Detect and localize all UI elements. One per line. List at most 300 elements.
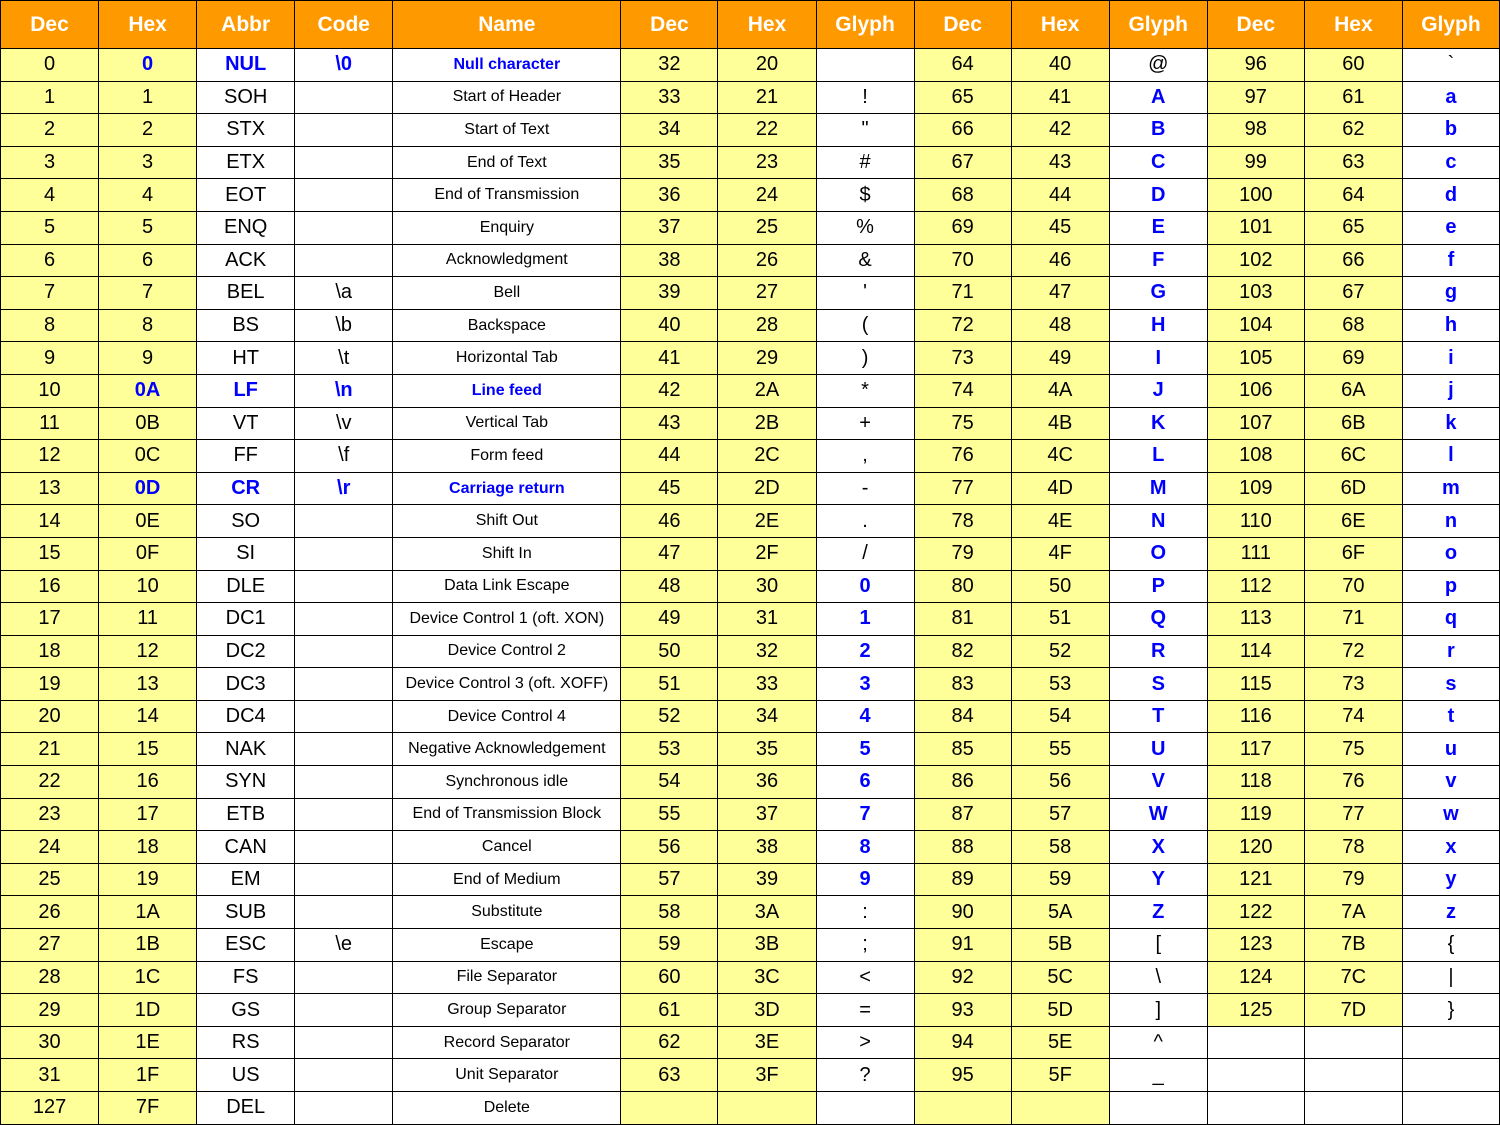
control-dec-cell: 28 (1, 961, 99, 994)
glyph-hex-cell: 55 (1011, 733, 1109, 766)
glyph-hex-cell: 69 (1304, 342, 1402, 375)
glyph-dec-cell: 78 (914, 505, 1011, 538)
control-dec-cell: 127 (1, 1092, 99, 1125)
table-row (1, 896, 1500, 929)
glyph-glyph-cell: 4 (816, 700, 914, 733)
control-hex-cell: 8 (99, 309, 197, 342)
glyph-hex-cell: 48 (1011, 309, 1109, 342)
glyph-hex-cell: 47 (1011, 277, 1109, 310)
glyph-dec-cell: 91 (914, 929, 1011, 962)
header-abbr: Abbr (197, 1, 295, 49)
control-hex-cell: 11 (99, 603, 197, 636)
glyph-glyph-cell: n (1402, 505, 1499, 538)
glyph-glyph-cell: + (816, 407, 914, 440)
control-code-cell (295, 668, 393, 701)
control-code-cell: \r (295, 472, 393, 505)
control-abbr-cell: FF (197, 440, 295, 473)
glyph-dec-cell: 93 (914, 994, 1011, 1027)
control-dec-cell: 29 (1, 994, 99, 1027)
glyph-dec-cell: 61 (621, 994, 718, 1027)
table-row (1, 374, 1500, 407)
control-abbr-cell: ETX (197, 146, 295, 179)
glyph-hex-cell: 49 (1011, 342, 1109, 375)
glyph-glyph-cell: J (1109, 374, 1207, 407)
header-dec: Dec (621, 1, 718, 49)
glyph-glyph-cell: ` (1402, 49, 1499, 82)
header-hex: Hex (1011, 1, 1109, 49)
glyph-glyph-cell: P (1109, 570, 1207, 603)
control-abbr-cell: VT (197, 407, 295, 440)
glyph-glyph-cell: K (1109, 407, 1207, 440)
table-row (1, 635, 1500, 668)
control-hex-cell: 16 (99, 766, 197, 799)
control-hex-cell: 3 (99, 146, 197, 179)
glyph-hex-cell: 50 (1011, 570, 1109, 603)
table-row (1, 798, 1500, 831)
glyph-glyph-cell: $ (816, 179, 914, 212)
glyph-hex-cell: 42 (1011, 114, 1109, 147)
control-dec-cell: 26 (1, 896, 99, 929)
control-name-cell: Device Control 3 (oft. XOFF) (393, 668, 621, 701)
control-hex-cell: 14 (99, 700, 197, 733)
control-dec-cell: 23 (1, 798, 99, 831)
glyph-hex-cell: 60 (1304, 49, 1402, 82)
table-row (1, 244, 1500, 277)
glyph-hex-cell: 63 (1304, 146, 1402, 179)
glyph-hex-cell: 25 (718, 211, 816, 244)
glyph-glyph-cell: ^ (1109, 1026, 1207, 1059)
glyph-hex-cell: 4E (1011, 505, 1109, 538)
control-name-cell: Form feed (393, 440, 621, 473)
glyph-hex-cell: 23 (718, 146, 816, 179)
control-code-cell (295, 798, 393, 831)
table-row (1, 668, 1500, 701)
glyph-dec-cell: 120 (1207, 831, 1304, 864)
control-code-cell: \e (295, 929, 393, 962)
control-abbr-cell: BEL (197, 277, 295, 310)
glyph-dec-cell: 38 (621, 244, 718, 277)
glyph-dec-cell: 119 (1207, 798, 1304, 831)
control-code-cell (295, 1092, 393, 1125)
glyph-glyph-cell (1402, 1092, 1499, 1125)
glyph-dec-cell: 94 (914, 1026, 1011, 1059)
glyph-dec-cell: 117 (1207, 733, 1304, 766)
control-hex-cell: 9 (99, 342, 197, 375)
control-hex-cell: 1F (99, 1059, 197, 1092)
control-hex-cell: 12 (99, 635, 197, 668)
glyph-dec-cell: 54 (621, 766, 718, 799)
glyph-dec-cell: 92 (914, 961, 1011, 994)
glyph-dec-cell: 70 (914, 244, 1011, 277)
glyph-glyph-cell: e (1402, 211, 1499, 244)
control-dec-cell: 21 (1, 733, 99, 766)
glyph-glyph-cell: & (816, 244, 914, 277)
control-dec-cell: 14 (1, 505, 99, 538)
control-abbr-cell: DC3 (197, 668, 295, 701)
glyph-glyph-cell: A (1109, 81, 1207, 114)
control-hex-cell: 1D (99, 994, 197, 1027)
glyph-hex-cell: 34 (718, 700, 816, 733)
control-name-cell: End of Text (393, 146, 621, 179)
control-hex-cell: 0A (99, 374, 197, 407)
header-dec: Dec (1, 1, 99, 49)
glyph-dec-cell: 68 (914, 179, 1011, 212)
glyph-dec-cell: 56 (621, 831, 718, 864)
glyph-dec-cell: 105 (1207, 342, 1304, 375)
control-name-cell: Device Control 1 (oft. XON) (393, 603, 621, 636)
control-name-cell: Bell (393, 277, 621, 310)
glyph-dec-cell: 53 (621, 733, 718, 766)
glyph-dec-cell: 44 (621, 440, 718, 473)
header-hex: Hex (1304, 1, 1402, 49)
glyph-dec-cell: 39 (621, 277, 718, 310)
glyph-glyph-cell: ) (816, 342, 914, 375)
control-dec-cell: 13 (1, 472, 99, 505)
glyph-dec-cell: 83 (914, 668, 1011, 701)
control-name-cell: Vertical Tab (393, 407, 621, 440)
control-hex-cell: 4 (99, 179, 197, 212)
glyph-dec-cell: 103 (1207, 277, 1304, 310)
control-code-cell (295, 961, 393, 994)
control-name-cell: Shift In (393, 537, 621, 570)
glyph-dec-cell: 40 (621, 309, 718, 342)
control-code-cell (295, 537, 393, 570)
glyph-dec-cell (1207, 1092, 1304, 1125)
glyph-dec-cell: 102 (1207, 244, 1304, 277)
glyph-dec-cell: 86 (914, 766, 1011, 799)
glyph-dec-cell: 114 (1207, 635, 1304, 668)
glyph-dec-cell: 107 (1207, 407, 1304, 440)
glyph-dec-cell: 116 (1207, 700, 1304, 733)
glyph-dec-cell: 41 (621, 342, 718, 375)
control-code-cell: \f (295, 440, 393, 473)
control-dec-cell: 24 (1, 831, 99, 864)
glyph-glyph-cell: g (1402, 277, 1499, 310)
glyph-hex-cell: 53 (1011, 668, 1109, 701)
control-dec-cell: 31 (1, 1059, 99, 1092)
glyph-hex-cell: 4A (1011, 374, 1109, 407)
glyph-dec-cell: 63 (621, 1059, 718, 1092)
glyph-glyph-cell: 8 (816, 831, 914, 864)
table-row (1, 603, 1500, 636)
table-row (1, 994, 1500, 1027)
table-row (1, 570, 1500, 603)
control-abbr-cell: LF (197, 374, 295, 407)
glyph-hex-cell: 3C (718, 961, 816, 994)
glyph-hex-cell: 2D (718, 472, 816, 505)
glyph-dec-cell: 42 (621, 374, 718, 407)
control-dec-cell: 0 (1, 49, 99, 82)
glyph-dec-cell: 109 (1207, 472, 1304, 505)
control-abbr-cell: SUB (197, 896, 295, 929)
glyph-hex-cell: 2E (718, 505, 816, 538)
glyph-glyph-cell: ( (816, 309, 914, 342)
control-abbr-cell: NUL (197, 49, 295, 82)
control-code-cell (295, 994, 393, 1027)
control-dec-cell: 12 (1, 440, 99, 473)
control-name-cell: Null character (393, 49, 621, 82)
table-row (1, 537, 1500, 570)
control-dec-cell: 18 (1, 635, 99, 668)
table-row (1, 81, 1500, 114)
control-abbr-cell: ACK (197, 244, 295, 277)
glyph-dec-cell: 37 (621, 211, 718, 244)
control-dec-cell: 4 (1, 179, 99, 212)
control-code-cell (295, 146, 393, 179)
glyph-glyph-cell: Z (1109, 896, 1207, 929)
control-code-cell (295, 766, 393, 799)
glyph-hex-cell: 5E (1011, 1026, 1109, 1059)
glyph-hex-cell: 7B (1304, 929, 1402, 962)
glyph-hex-cell: 67 (1304, 277, 1402, 310)
glyph-hex-cell (1304, 1092, 1402, 1125)
header-hex: Hex (99, 1, 197, 49)
glyph-dec-cell: 112 (1207, 570, 1304, 603)
glyph-hex-cell: 44 (1011, 179, 1109, 212)
glyph-glyph-cell: O (1109, 537, 1207, 570)
glyph-hex-cell: 59 (1011, 863, 1109, 896)
control-abbr-cell: STX (197, 114, 295, 147)
glyph-dec-cell: 46 (621, 505, 718, 538)
glyph-glyph-cell: l (1402, 440, 1499, 473)
control-dec-cell: 25 (1, 863, 99, 896)
glyph-hex-cell: 32 (718, 635, 816, 668)
control-hex-cell: 0B (99, 407, 197, 440)
glyph-dec-cell: 47 (621, 537, 718, 570)
glyph-dec-cell: 43 (621, 407, 718, 440)
control-code-cell (295, 831, 393, 864)
control-name-cell: End of Transmission Block (393, 798, 621, 831)
header-code: Code (295, 1, 393, 49)
glyph-glyph-cell: x (1402, 831, 1499, 864)
control-abbr-cell: SOH (197, 81, 295, 114)
control-hex-cell: 5 (99, 211, 197, 244)
glyph-hex-cell: 70 (1304, 570, 1402, 603)
glyph-dec-cell: 62 (621, 1026, 718, 1059)
glyph-glyph-cell: 9 (816, 863, 914, 896)
glyph-glyph-cell: G (1109, 277, 1207, 310)
table-row (1, 766, 1500, 799)
glyph-hex-cell: 46 (1011, 244, 1109, 277)
glyph-dec-cell (621, 1092, 718, 1125)
control-name-cell: End of Transmission (393, 179, 621, 212)
control-name-cell: Record Separator (393, 1026, 621, 1059)
glyph-dec-cell: 104 (1207, 309, 1304, 342)
glyph-dec-cell: 118 (1207, 766, 1304, 799)
glyph-glyph-cell: V (1109, 766, 1207, 799)
glyph-dec-cell: 75 (914, 407, 1011, 440)
glyph-glyph-cell: v (1402, 766, 1499, 799)
control-hex-cell: 1A (99, 896, 197, 929)
glyph-dec-cell: 95 (914, 1059, 1011, 1092)
glyph-hex-cell: 28 (718, 309, 816, 342)
glyph-dec-cell (1207, 1026, 1304, 1059)
glyph-hex-cell: 2A (718, 374, 816, 407)
control-dec-cell: 22 (1, 766, 99, 799)
glyph-hex-cell: 6C (1304, 440, 1402, 473)
glyph-glyph-cell: } (1402, 994, 1499, 1027)
glyph-hex-cell: 3B (718, 929, 816, 962)
header-hex: Hex (718, 1, 816, 49)
control-name-cell: Backspace (393, 309, 621, 342)
glyph-dec-cell: 121 (1207, 863, 1304, 896)
glyph-dec-cell: 90 (914, 896, 1011, 929)
glyph-hex-cell: 37 (718, 798, 816, 831)
glyph-dec-cell (1207, 1059, 1304, 1092)
table-row (1, 114, 1500, 147)
control-hex-cell: 0D (99, 472, 197, 505)
glyph-dec-cell: 33 (621, 81, 718, 114)
control-code-cell (295, 700, 393, 733)
glyph-glyph-cell (816, 49, 914, 82)
glyph-dec-cell: 66 (914, 114, 1011, 147)
glyph-hex-cell: 76 (1304, 766, 1402, 799)
glyph-glyph-cell: u (1402, 733, 1499, 766)
control-hex-cell: 19 (99, 863, 197, 896)
glyph-dec-cell: 111 (1207, 537, 1304, 570)
glyph-hex-cell: 79 (1304, 863, 1402, 896)
glyph-hex-cell (718, 1092, 816, 1125)
control-hex-cell: 18 (99, 831, 197, 864)
glyph-hex-cell: 26 (718, 244, 816, 277)
header-glyph: Glyph (1402, 1, 1499, 49)
glyph-hex-cell: 72 (1304, 635, 1402, 668)
table-row (1, 440, 1500, 473)
control-dec-cell: 19 (1, 668, 99, 701)
glyph-glyph-cell: i (1402, 342, 1499, 375)
control-abbr-cell: SO (197, 505, 295, 538)
glyph-glyph-cell (1402, 1059, 1499, 1092)
glyph-glyph-cell: ? (816, 1059, 914, 1092)
glyph-glyph-cell: 7 (816, 798, 914, 831)
glyph-glyph-cell: T (1109, 700, 1207, 733)
glyph-hex-cell: 57 (1011, 798, 1109, 831)
table-row (1, 211, 1500, 244)
glyph-glyph-cell: W (1109, 798, 1207, 831)
glyph-glyph-cell: d (1402, 179, 1499, 212)
glyph-dec-cell: 80 (914, 570, 1011, 603)
control-abbr-cell: EM (197, 863, 295, 896)
control-abbr-cell: DLE (197, 570, 295, 603)
control-abbr-cell: DC4 (197, 700, 295, 733)
glyph-dec-cell: 74 (914, 374, 1011, 407)
glyph-glyph-cell: N (1109, 505, 1207, 538)
glyph-glyph-cell: h (1402, 309, 1499, 342)
glyph-glyph-cell: r (1402, 635, 1499, 668)
glyph-dec-cell: 65 (914, 81, 1011, 114)
control-name-cell: Start of Text (393, 114, 621, 147)
control-dec-cell: 2 (1, 114, 99, 147)
glyph-glyph-cell: % (816, 211, 914, 244)
glyph-hex-cell: 4C (1011, 440, 1109, 473)
table-row (1, 146, 1500, 179)
control-name-cell: Carriage return (393, 472, 621, 505)
glyph-dec-cell: 52 (621, 700, 718, 733)
control-abbr-cell: DC1 (197, 603, 295, 636)
control-abbr-cell: EOT (197, 179, 295, 212)
glyph-hex-cell: 56 (1011, 766, 1109, 799)
control-code-cell: \0 (295, 49, 393, 82)
control-abbr-cell: CAN (197, 831, 295, 864)
table-row (1, 1092, 1500, 1125)
control-code-cell (295, 863, 393, 896)
control-dec-cell: 1 (1, 81, 99, 114)
glyph-hex-cell: 24 (718, 179, 816, 212)
glyph-glyph-cell: - (816, 472, 914, 505)
glyph-glyph-cell: @ (1109, 49, 1207, 82)
glyph-glyph-cell: R (1109, 635, 1207, 668)
glyph-glyph-cell: { (1402, 929, 1499, 962)
table-row (1, 733, 1500, 766)
glyph-hex-cell: 36 (718, 766, 816, 799)
glyph-hex-cell: 6E (1304, 505, 1402, 538)
glyph-hex-cell: 4D (1011, 472, 1109, 505)
control-code-cell (295, 896, 393, 929)
glyph-dec-cell: 35 (621, 146, 718, 179)
glyph-glyph-cell: ; (816, 929, 914, 962)
glyph-dec-cell: 106 (1207, 374, 1304, 407)
control-name-cell: Shift Out (393, 505, 621, 538)
glyph-dec-cell: 99 (1207, 146, 1304, 179)
glyph-dec-cell: 69 (914, 211, 1011, 244)
glyph-hex-cell: 77 (1304, 798, 1402, 831)
control-name-cell: Acknowledgment (393, 244, 621, 277)
glyph-glyph-cell: Q (1109, 603, 1207, 636)
glyph-glyph-cell: 3 (816, 668, 914, 701)
glyph-hex-cell: 64 (1304, 179, 1402, 212)
control-hex-cell: 1C (99, 961, 197, 994)
table-row (1, 407, 1500, 440)
glyph-hex-cell: 22 (718, 114, 816, 147)
glyph-hex-cell: 52 (1011, 635, 1109, 668)
glyph-glyph-cell: E (1109, 211, 1207, 244)
control-abbr-cell: ENQ (197, 211, 295, 244)
glyph-glyph-cell (816, 1092, 914, 1125)
glyph-glyph-cell: Y (1109, 863, 1207, 896)
table-row (1, 179, 1500, 212)
glyph-hex-cell: 54 (1011, 700, 1109, 733)
glyph-hex-cell: 6A (1304, 374, 1402, 407)
glyph-hex-cell: 2F (718, 537, 816, 570)
glyph-hex-cell: 38 (718, 831, 816, 864)
glyph-glyph-cell: : (816, 896, 914, 929)
glyph-hex-cell: 66 (1304, 244, 1402, 277)
glyph-hex-cell: 68 (1304, 309, 1402, 342)
glyph-glyph-cell: < (816, 961, 914, 994)
glyph-glyph-cell: > (816, 1026, 914, 1059)
glyph-glyph-cell: C (1109, 146, 1207, 179)
glyph-glyph-cell: b (1402, 114, 1499, 147)
control-abbr-cell: SYN (197, 766, 295, 799)
control-name-cell: Negative Acknowledgement (393, 733, 621, 766)
glyph-glyph-cell: ] (1109, 994, 1207, 1027)
glyph-glyph-cell: z (1402, 896, 1499, 929)
glyph-glyph-cell: H (1109, 309, 1207, 342)
glyph-glyph-cell: = (816, 994, 914, 1027)
control-hex-cell: 7F (99, 1092, 197, 1125)
control-name-cell: Synchronous idle (393, 766, 621, 799)
control-abbr-cell: US (197, 1059, 295, 1092)
control-hex-cell: 0C (99, 440, 197, 473)
glyph-dec-cell: 36 (621, 179, 718, 212)
control-abbr-cell: RS (197, 1026, 295, 1059)
glyph-glyph-cell: a (1402, 81, 1499, 114)
glyph-glyph-cell: . (816, 505, 914, 538)
table-row (1, 929, 1500, 962)
glyph-glyph-cell: U (1109, 733, 1207, 766)
header-glyph: Glyph (816, 1, 914, 49)
glyph-dec-cell: 85 (914, 733, 1011, 766)
